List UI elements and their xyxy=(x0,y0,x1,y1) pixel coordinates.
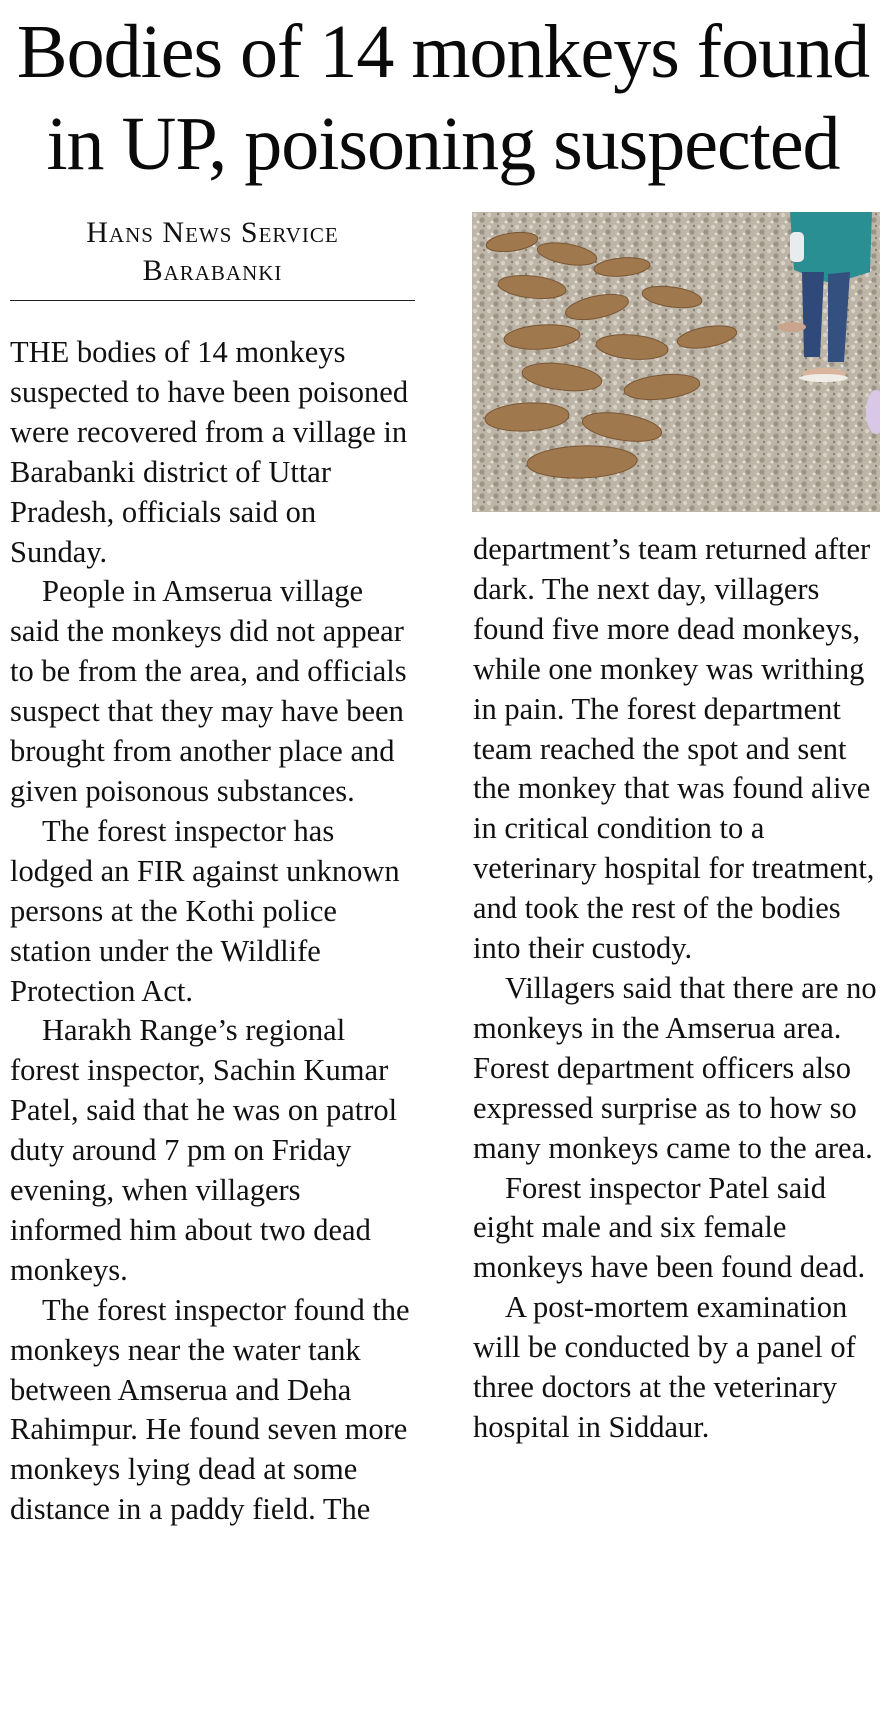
paragraph: THE bodies of 14 monkeys suspected to have been poisoned were recovered from a village in Barabanki district of Uttar Pradesh, officials said on Sunday. xyxy=(10,335,409,569)
paragraph: The forest inspector has lodged an FIR against unknown persons at the Kothi police station under the Wildlife Protection Act. xyxy=(10,813,400,1008)
paragraph: The forest inspector found the monkeys near the water tank between Amserua and Deha Rahimpur. He found seven more monkeys lying dead at some distance in a paddy field. The xyxy=(10,1292,410,1527)
headline-line-1: Bodies of 14 monkeys found xyxy=(16,10,870,94)
article-column-2 xyxy=(473,530,878,1448)
article-column-1 xyxy=(10,333,415,1530)
byline-place: Barabanki xyxy=(142,254,283,287)
headline-line-2: in UP, poisoning suspected xyxy=(46,102,840,186)
headline xyxy=(0,6,886,190)
paragraph: A post-mortem examination will be conducted by a panel of three doctors at the veterinary hospital in Siddaur. xyxy=(473,1290,856,1444)
byline-divider xyxy=(10,300,415,301)
byline xyxy=(10,214,415,290)
paragraph: Forest inspector Patel said eight male and six female monkeys have been found dead. xyxy=(473,1170,866,1285)
paragraph: People in Amserua village said the monkeys did not appear to be from the area, and officials suspect that they may have been brought from another place and given poisonous substances. xyxy=(10,574,407,808)
paragraph: department’s team returned after dark. The next day, villagers found five more dead monkeys, while one monkey was writhing in pain. The forest department team reached the spot and sent the monkey that was found alive in critical condition to a veterinary hospital for treatment, and took the rest of the bodies into their custody. xyxy=(473,532,875,966)
article-photo xyxy=(472,212,880,512)
byline-service: Hans News Service xyxy=(86,216,339,249)
paragraph: Villagers said that there are no monkeys in the Amserua area. Forest department officers also expressed surprise as to how so many monkeys came to the area. xyxy=(473,970,877,1165)
paragraph: Harakh Range’s regional forest inspector, Sachin Kumar Patel, said that he was on patrol duty around 7 pm on Friday evening, when villagers informed him about two dead monkeys. xyxy=(10,1013,398,1287)
